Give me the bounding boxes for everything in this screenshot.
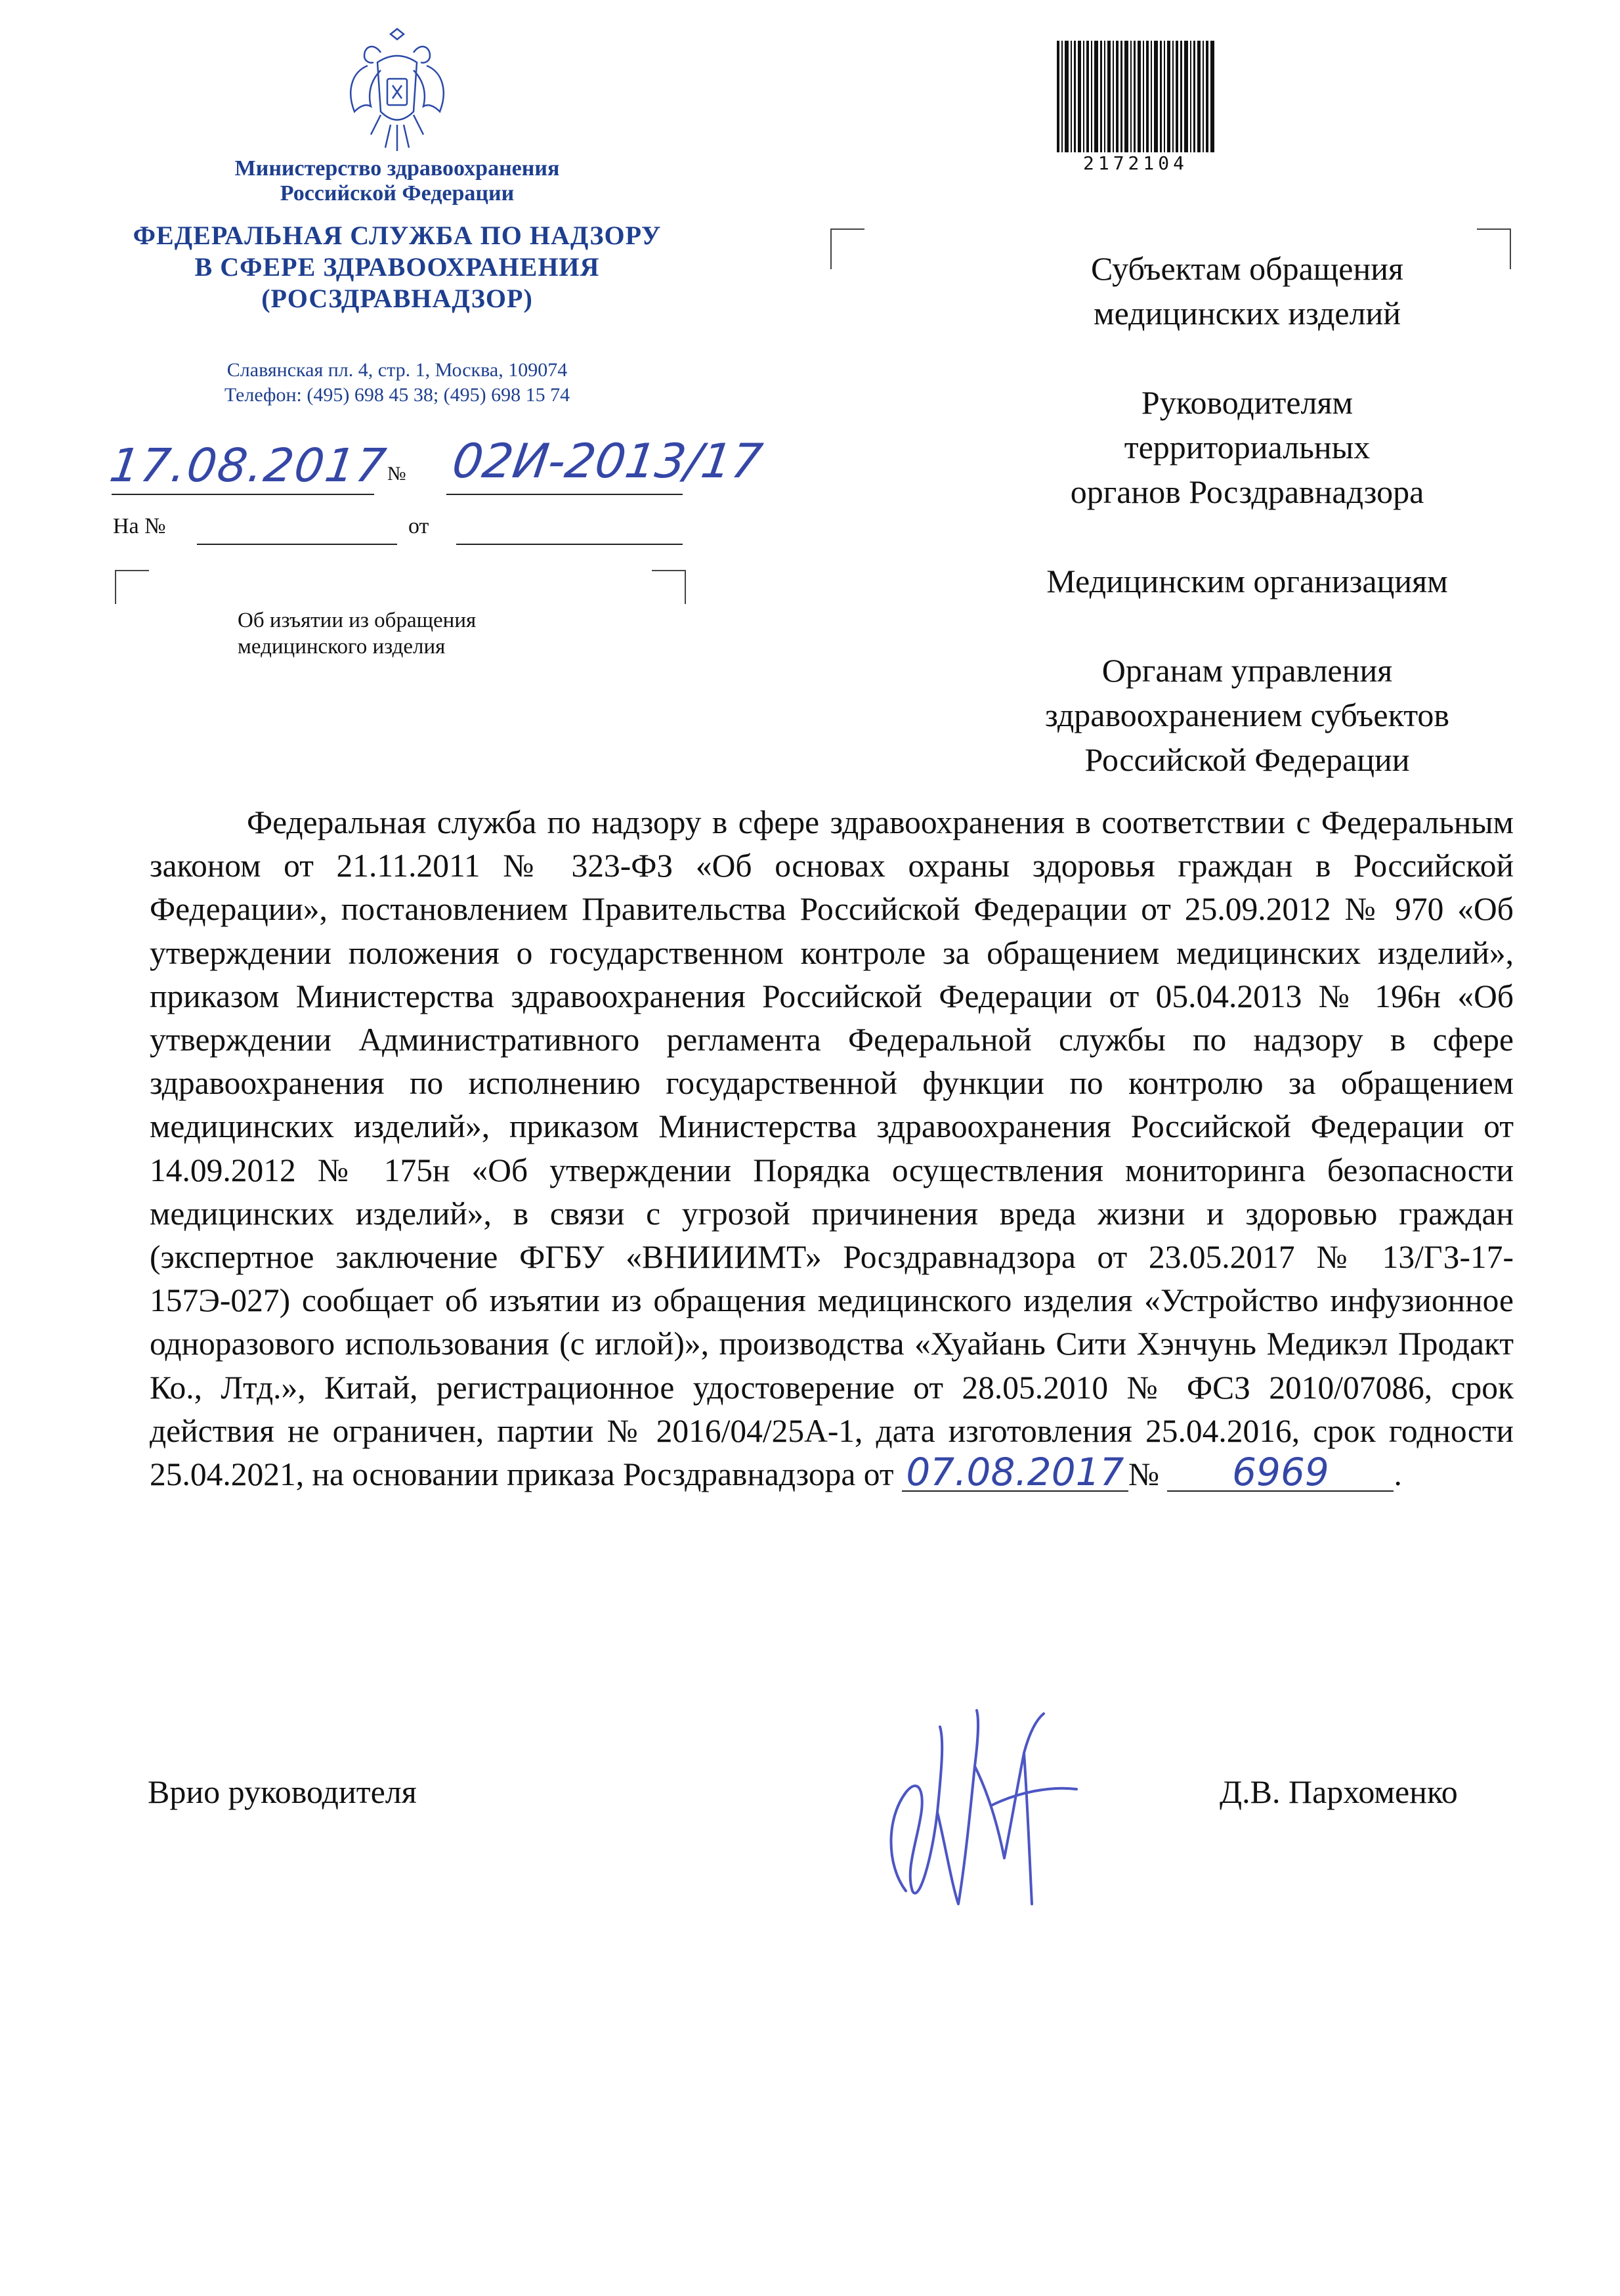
registration-date-line — [112, 494, 374, 495]
signatory-title: Врио руководителя — [148, 1773, 417, 1810]
barcode-number: 2172104 — [1082, 152, 1188, 174]
handwritten-signature — [860, 1694, 1096, 1917]
ministry-name — [131, 156, 663, 206]
service-name — [98, 220, 696, 314]
recipient-group — [919, 246, 1575, 336]
phone-line: Телефон: (495) 698 45 38; (495) 698 15 74 — [224, 384, 570, 406]
barcode-icon — [1057, 41, 1214, 152]
service-line-2: В СФЕРЕ ЗДРАВООХРАНЕНИЯ — [194, 252, 600, 282]
recipients-bracket-left — [830, 228, 864, 269]
recipient-group — [919, 380, 1575, 514]
registration-date: 17.08.2017 — [106, 439, 391, 492]
recipient-line: Российской Федерации — [1084, 741, 1410, 778]
reference-number-line — [197, 544, 397, 545]
coat-of-arms-icon — [341, 26, 453, 158]
ministry-line-1: Министерство здравоохранения — [234, 156, 560, 181]
subject-block — [238, 607, 579, 660]
subject-bracket-right — [652, 570, 686, 604]
subject-line-1: Об изъятии из обращения — [238, 609, 477, 632]
recipient-line: Органам управления — [1101, 652, 1393, 689]
reference-date-line — [456, 544, 683, 545]
order-number-label: № — [1128, 1456, 1160, 1493]
registration-number-label: № — [387, 463, 406, 485]
contact-block — [98, 358, 696, 408]
ministry-line-2: Российской Федерации — [280, 181, 515, 206]
recipient-line: здравоохранением субъектов — [1044, 697, 1450, 733]
subject-bracket-left — [115, 570, 149, 604]
registration-number: 02И-2013/17 — [449, 433, 766, 488]
signatory-name: Д.В. Пархоменко — [1220, 1773, 1458, 1810]
recipient-line: территориальных — [1124, 429, 1371, 466]
registration-number-line — [446, 494, 683, 495]
reference-from-label: от — [408, 514, 429, 538]
reference-number-label: На № — [113, 514, 166, 538]
subject-line-2: медицинского изделия — [238, 635, 446, 659]
order-date: 07.08.2017 — [902, 1454, 1128, 1492]
recipient-line: медицинских изделий — [1093, 295, 1401, 332]
recipients-block — [919, 246, 1575, 827]
recipient-line: органов Росздравнадзора — [1070, 473, 1424, 510]
body-end: . — [1394, 1456, 1402, 1493]
recipient-line: Руководителям — [1141, 384, 1354, 421]
recipient-group — [919, 648, 1575, 782]
body-text: Федеральная служба по надзору в сфере здравоохранения в соответствии с Федеральным законом от 21.11.2011 № 323-ФЗ «Об основах охраны здоровья граждан в Российской Федерации», постановлением Правительства Российской Федерации от 25.09.2012 № 970 «Об утверждении положения о государственном контроле за обращением медицинских изделий», приказом Министерства здравоохранения Российской Федерации от 05.04.2013 № 196н «Об утверждении Административного регламента Федеральной службы по надзору в сфере здравоохранения по исполнению государственной функции по контролю за обращением медицинских изделий», приказом Министерства здравоохранения Российской Федерации от 14.09.2012 № 175н «Об утверждении Порядка осуществления мониторинга безопасности медицинских изделий», в связи с угрозой причинения вреда жизни и здоровью граждан (экспертное заключение ФГБУ «ВНИИИМТ» Росздравнадзора от 23.05.2017 № 13/ГЗ-17-157Э-027) сообщает об изъятии из обращения медицинского изделия «Устройство инфузионное одноразового использования (с иглой)», производства «Хуайань Сити Хэнчунь Медикэл Продакт Ко., Лтд.», Китай, регистрационное удостоверение от 28.05.2010 № ФСЗ 2010/07086, срок действия не ограничен, партии № 2016/04/25А-1, дата изготовления 25.04.2016, срок годности 25.04.2021, на основании приказа Росздравнадзора от — [150, 804, 1514, 1493]
address-line: Славянская пл. 4, стр. 1, Москва, 109074 — [226, 359, 568, 381]
recipient-line: Медицинским организациям — [1046, 563, 1448, 599]
recipient-line: Субъектам обращения — [1091, 250, 1403, 287]
recipient-group — [919, 559, 1575, 603]
service-line-1: ФЕДЕРАЛЬНАЯ СЛУЖБА ПО НАДЗОРУ — [133, 221, 662, 250]
body-paragraph — [150, 801, 1514, 1496]
order-number: 6969 — [1167, 1454, 1394, 1492]
letter-body — [150, 801, 1514, 1496]
service-line-3: (РОСЗДРАВНАДЗОР) — [261, 284, 533, 313]
